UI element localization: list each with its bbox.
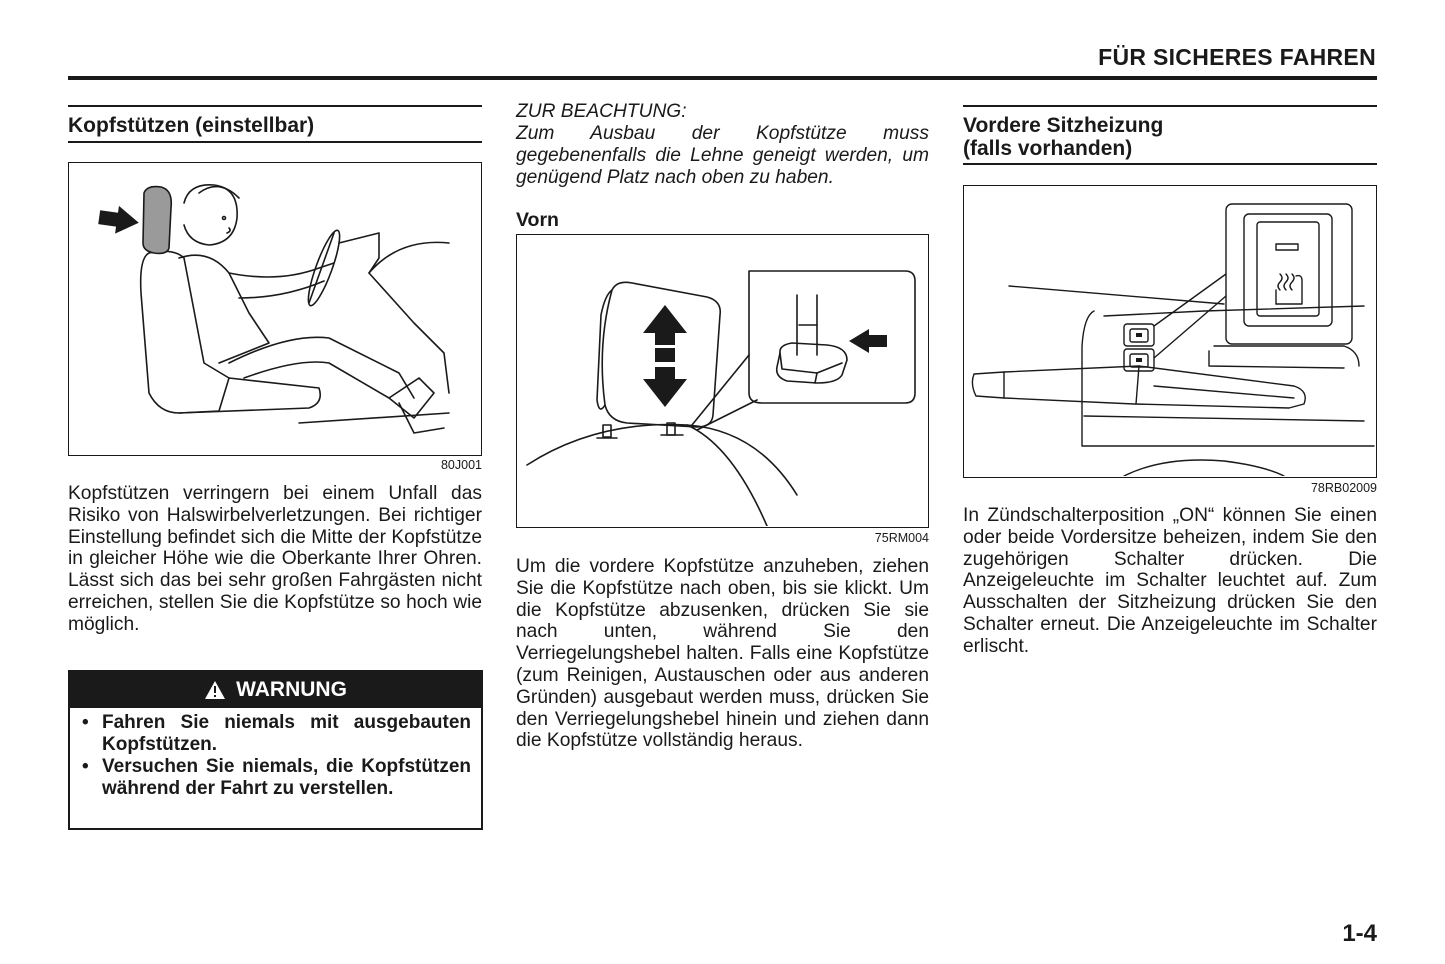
driver-headrest-figure <box>68 162 482 456</box>
heading-rule-bottom <box>68 141 482 143</box>
warning-header <box>70 672 481 708</box>
seat-heater-figure <box>963 185 1377 478</box>
seat-heating-heading-2: (falls vorhanden) <box>963 137 1133 160</box>
seat-heater-illustration <box>964 186 1375 476</box>
heading-rule-top <box>963 105 1377 107</box>
headrest-paragraph: Kopfstützen verringern bei einem Unfall das Risiko von Halswirbelverletzungen. Bei richtiger Einstellung befindet sich die Mitte der Kopfstütze in gleicher Höhe wie die Oberkante Ihrer Ohren. Lässt sich das bei sehr großen Fahrgästen nicht erreichen, stellen Sie die Kopfstütze so hoch wie möglich. <box>68 483 482 635</box>
figure-code: 75RM004 <box>874 531 929 545</box>
heading-rule-bottom <box>963 163 1377 165</box>
headrest-illustration <box>517 235 927 526</box>
warning-box <box>68 670 483 830</box>
header-rule <box>68 76 1377 80</box>
warning-list <box>80 712 471 800</box>
warning-triangle-icon <box>204 680 226 700</box>
front-subheading: Vorn <box>516 209 559 231</box>
note-title: ZUR BEACHTUNG: <box>516 101 687 122</box>
warning-item: • Versuchen Sie niemals, die Kopfstützen während der Fahrt zu verstellen. <box>80 756 471 800</box>
headrest-heading: Kopfstützen (einstellbar) <box>68 114 315 137</box>
warning-title: WARNUNG <box>236 678 347 701</box>
headrest-adjust-figure <box>516 234 929 528</box>
heading-rule-top <box>68 105 482 107</box>
seat-heating-heading-1: Vordere Sitzheizung <box>963 114 1164 137</box>
figure-code: 80J001 <box>440 458 482 472</box>
adjust-paragraph: Um die vordere Kopfstütze anzuheben, ziehen Sie die Kopfstütze nach oben, bis sie klickt. Um die Kopfstütze abzusenken, drücken Sie sie nach unten, während Sie den Verriegelungshebel halten. Falls eine Kopfstütze (zum Reinigen, Austauschen oder aus anderen Gründen) ausgebaut werden muss, drücken Sie den Verriegelungshebel hinein und ziehen dann die Kopfstütze vollständig heraus. <box>516 556 929 752</box>
warning-item: • Fahren Sie niemals mit ausgebauten Kopfstützen. <box>80 712 471 756</box>
page-number: 1-4 <box>1342 920 1377 947</box>
figure-code: 78RB02009 <box>1310 481 1377 495</box>
seat-heating-paragraph: In Zündschalterposition „ON“ können Sie einen oder beide Vordersitze beheizen, indem Sie den zugehörigen Schalter drücken. Die Anzeigeleuchte im Schalter leuchtet auf. Zum Ausschalten der Sitzheizung drücken Sie den Schalter erneut. Die Anzeigeleuchte im Schalter erlischt. <box>963 505 1377 657</box>
note-text: Zum Ausbau der Kopfstütze muss gegebenenfalls die Lehne geneigt werden, um genügend Platz nach oben zu haben. <box>516 123 929 188</box>
section-title: FÜR SICHERES FAHREN <box>1098 44 1376 70</box>
driver-illustration <box>69 163 480 454</box>
